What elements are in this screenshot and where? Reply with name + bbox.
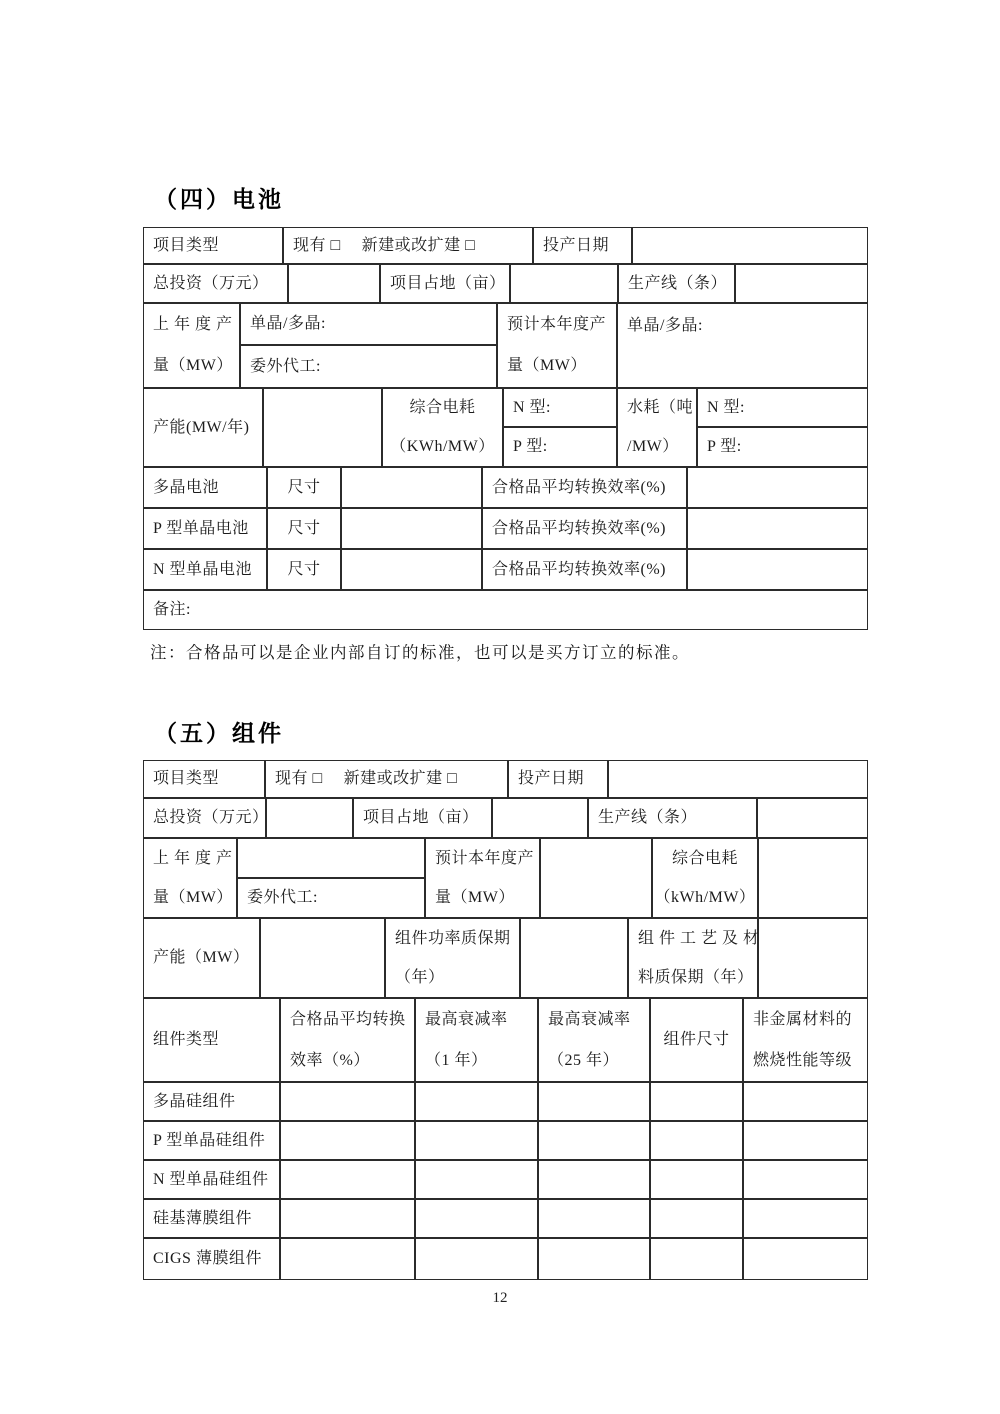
empty-cell xyxy=(341,508,482,549)
t2-module-size-header: 组件尺寸 xyxy=(650,998,743,1082)
label-line: 预计本年度产 xyxy=(507,315,607,333)
empty-cell xyxy=(632,227,868,264)
t1-mono-multi-field-2: 单晶/多晶: xyxy=(617,303,868,388)
t2-estimated-output-label xyxy=(425,838,540,918)
label-line: 综合电耗 xyxy=(671,849,738,867)
label-line: 合格品平均转换 xyxy=(290,1010,406,1028)
t1-capacity-label: 产能(MW/年) xyxy=(143,388,263,467)
empty-cell xyxy=(743,1121,868,1160)
empty-cell xyxy=(743,1082,868,1121)
t1-production-date-label: 投产日期 xyxy=(533,227,632,264)
label-line: 上 年 度 产 xyxy=(153,315,233,333)
t2-material-warranty-label xyxy=(628,918,758,998)
label-line: 料质保期（年） xyxy=(638,968,754,986)
empty-cell xyxy=(538,1082,650,1121)
empty-cell xyxy=(288,264,380,303)
label-line: /MW） xyxy=(627,437,679,455)
empty-cell xyxy=(266,798,353,838)
empty-cell xyxy=(341,549,482,590)
t1-row-p-mono-label: P 型单晶电池 xyxy=(143,508,267,549)
empty-cell xyxy=(280,1199,415,1238)
label-line: 效率（%） xyxy=(290,1051,370,1069)
empty-cell xyxy=(650,1121,743,1160)
label-line: 组件功率质保期 xyxy=(395,929,511,947)
empty-cell xyxy=(237,838,425,878)
empty-cell xyxy=(263,388,382,467)
label-line: 量（MW） xyxy=(153,888,233,906)
t1-n-type-field: N 型: xyxy=(503,388,617,427)
empty-cell xyxy=(608,760,868,798)
t2-land-area-label: 项目占地（亩） xyxy=(353,798,492,838)
empty-cell xyxy=(758,838,868,918)
label-line: 水耗（吨 xyxy=(627,399,694,417)
t1-efficiency-label: 合格品平均转换效率(%) xyxy=(482,549,687,590)
t1-row-n-mono-label: N 型单晶电池 xyxy=(143,549,267,590)
t1-n-type-field-2: N 型: xyxy=(697,388,868,427)
t1-size-label: 尺寸 xyxy=(267,549,341,590)
t1-estimated-output-label xyxy=(497,303,617,388)
empty-cell xyxy=(538,1160,650,1199)
t2-project-type-options: 现有 □ 新建或改扩建 □ xyxy=(265,760,508,798)
label-line: 最高衰减率 xyxy=(425,1010,508,1028)
t2-row-label: 硅基薄膜组件 xyxy=(143,1199,280,1238)
empty-cell xyxy=(280,1160,415,1199)
label-line: 上 年 度 产 xyxy=(153,849,233,867)
empty-cell xyxy=(415,1238,538,1280)
t2-row-label: N 型单晶硅组件 xyxy=(143,1160,280,1199)
empty-cell xyxy=(540,838,652,918)
label-line: （kWh/MW） xyxy=(654,888,756,906)
t2-project-type-label: 项目类型 xyxy=(143,760,265,798)
label-line: 量（MW） xyxy=(435,888,515,906)
empty-cell xyxy=(650,1082,743,1121)
t1-size-label: 尺寸 xyxy=(267,467,341,508)
t2-module-type-header: 组件类型 xyxy=(143,998,280,1082)
t1-total-investment-label: 总投资（万元） xyxy=(143,264,288,303)
empty-cell xyxy=(280,1121,415,1160)
empty-cell xyxy=(538,1121,650,1160)
t2-power-warranty-label xyxy=(385,918,520,998)
label-line: 组 件 工 艺 及 材 xyxy=(638,929,760,947)
t1-efficiency-label: 合格品平均转换效率(%) xyxy=(482,508,687,549)
t1-project-type-label: 项目类型 xyxy=(143,227,283,264)
t2-degradation-25yr-header xyxy=(538,998,650,1082)
t1-production-lines-label: 生产线（条） xyxy=(618,264,735,303)
empty-cell xyxy=(341,467,482,508)
t2-last-year-output-label xyxy=(143,838,237,918)
t2-production-date-label: 投产日期 xyxy=(508,760,608,798)
label-line: 量（MW） xyxy=(153,357,233,375)
t1-efficiency-label: 合格品平均转换效率(%) xyxy=(482,467,687,508)
t1-row-multi-cell-label: 多晶电池 xyxy=(143,467,267,508)
empty-cell xyxy=(510,264,618,303)
empty-cell xyxy=(415,1082,538,1121)
page-number: 12 xyxy=(492,1290,508,1306)
t2-row-label: P 型单晶硅组件 xyxy=(143,1121,280,1160)
empty-cell xyxy=(687,549,868,590)
empty-cell xyxy=(415,1121,538,1160)
empty-cell xyxy=(280,1082,415,1121)
empty-cell xyxy=(538,1199,650,1238)
t2-capacity-label: 产能（MW） xyxy=(143,918,260,998)
t2-fire-rating-header xyxy=(743,998,868,1082)
table-1-footnote: 注：合格品可以是企业内部自订的标准，也可以是买方订立的标准。 xyxy=(150,643,690,662)
label-line: （年） xyxy=(395,968,445,986)
t2-outsourcing-field: 委外代工: xyxy=(237,878,425,918)
t1-mono-multi-field: 单晶/多晶: xyxy=(240,303,497,345)
empty-cell xyxy=(538,1238,650,1280)
empty-cell xyxy=(492,798,588,838)
label-line: （25 年） xyxy=(548,1051,620,1069)
t2-row-label: CIGS 薄膜组件 xyxy=(143,1238,280,1280)
t1-project-type-options: 现有 □ 新建或改扩建 □ xyxy=(283,227,533,264)
label-line: 最高衰减率 xyxy=(548,1010,631,1028)
t2-row-label: 多晶硅组件 xyxy=(143,1082,280,1121)
t1-last-year-output-label xyxy=(143,303,240,388)
empty-cell xyxy=(650,1160,743,1199)
empty-cell xyxy=(650,1238,743,1280)
empty-cell xyxy=(687,467,868,508)
empty-cell xyxy=(520,918,628,998)
label-line: 预计本年度产 xyxy=(435,849,535,867)
t1-water-consumption-label xyxy=(617,388,697,467)
empty-cell xyxy=(650,1199,743,1238)
t1-outsourcing-field: 委外代工: xyxy=(240,345,497,388)
t2-efficiency-header xyxy=(280,998,415,1082)
t1-size-label: 尺寸 xyxy=(267,508,341,549)
label-line: （1 年） xyxy=(425,1051,488,1069)
empty-cell xyxy=(415,1160,538,1199)
t2-degradation-1yr-header xyxy=(415,998,538,1082)
t1-remark-field: 备注: xyxy=(143,590,868,630)
empty-cell xyxy=(260,918,385,998)
empty-cell xyxy=(743,1238,868,1280)
t2-total-investment-label: 总投资（万元） xyxy=(143,798,266,838)
empty-cell xyxy=(743,1199,868,1238)
t1-power-consumption-label xyxy=(382,388,503,467)
label-line: 量（MW） xyxy=(507,357,587,375)
label-line: （KWh/MW） xyxy=(390,437,495,455)
section-4-title: （四）电池 xyxy=(154,186,284,212)
label-line: 非金属材料的 xyxy=(753,1010,853,1028)
empty-cell xyxy=(743,1160,868,1199)
empty-cell xyxy=(687,508,868,549)
t2-production-lines-label: 生产线（条） xyxy=(588,798,757,838)
t1-land-area-label: 项目占地（亩） xyxy=(380,264,510,303)
section-5-title: （五）组件 xyxy=(154,720,284,746)
empty-cell xyxy=(415,1199,538,1238)
t2-power-consumption-label xyxy=(652,838,758,918)
empty-cell xyxy=(280,1238,415,1280)
empty-cell xyxy=(758,918,868,998)
empty-cell xyxy=(735,264,868,303)
t1-p-type-field: P 型: xyxy=(503,427,617,467)
t1-p-type-field-2: P 型: xyxy=(697,427,868,467)
label-line: 综合电耗 xyxy=(409,399,476,417)
label-line: 燃烧性能等级 xyxy=(753,1051,853,1069)
empty-cell xyxy=(757,798,868,838)
